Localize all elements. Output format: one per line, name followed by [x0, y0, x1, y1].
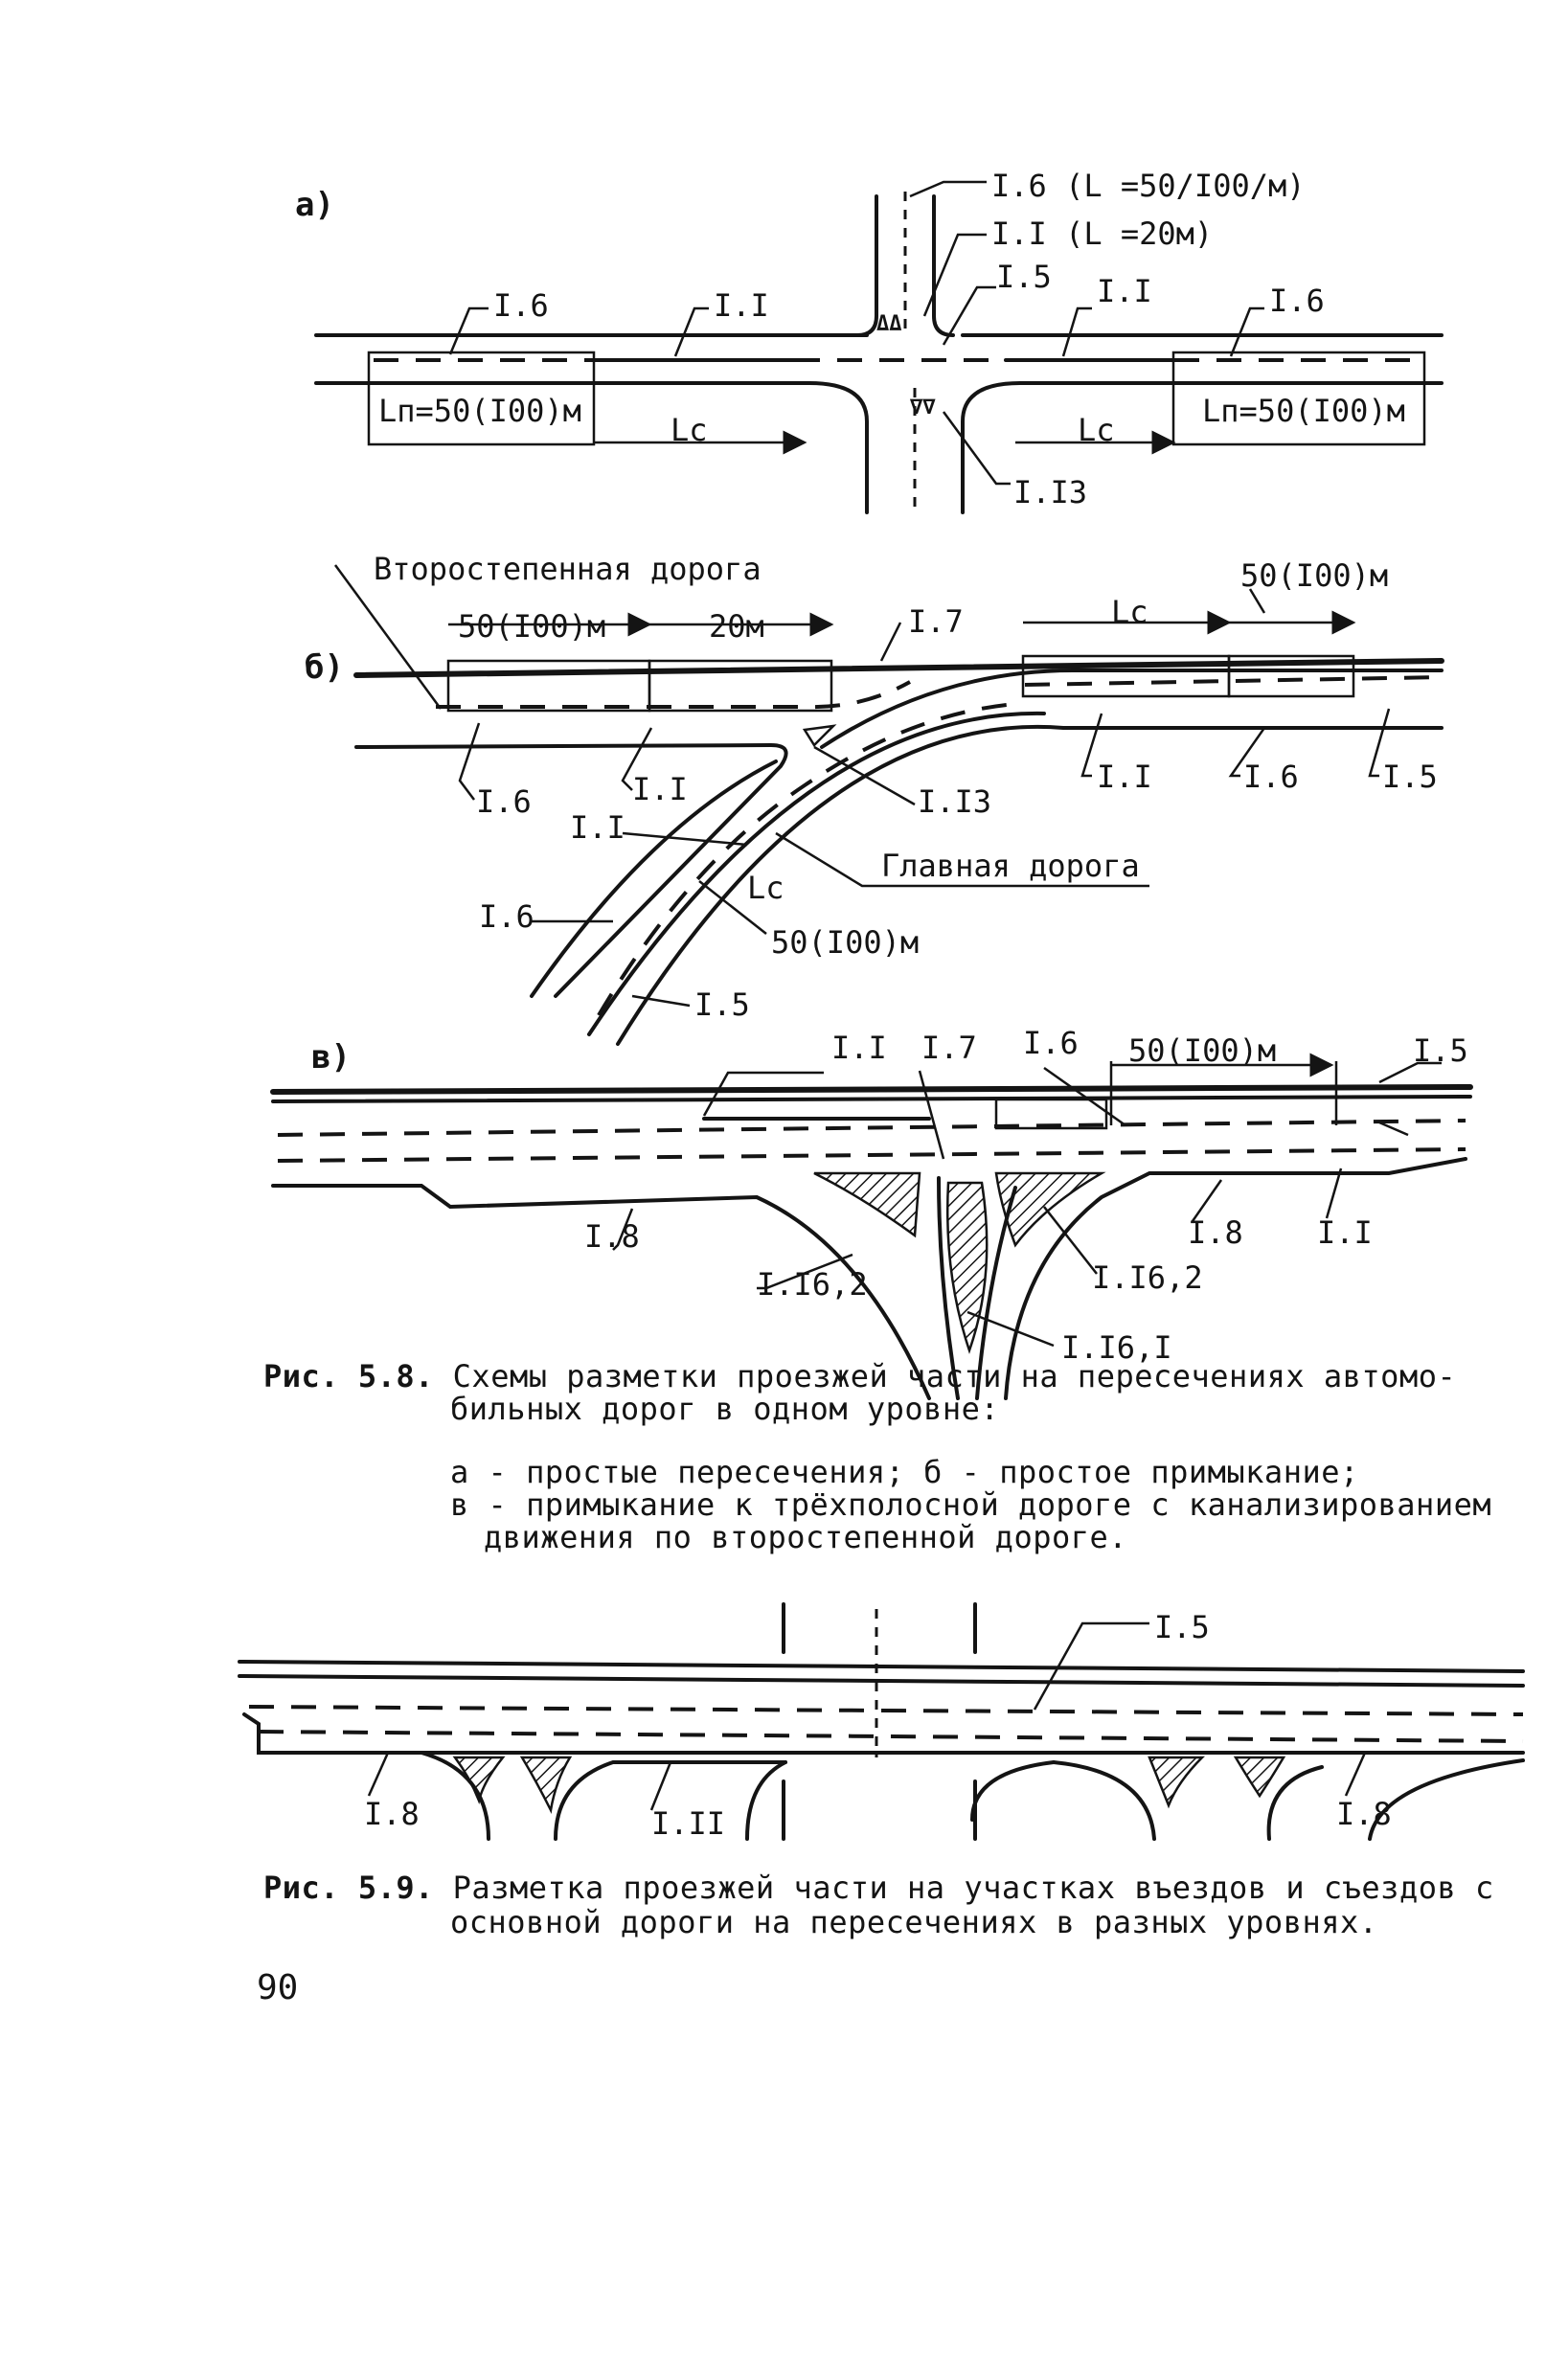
panel-a-label-top-1: I.6 (L =50/I00/м): [991, 168, 1306, 204]
panel-a-label-1-1-right: I.I: [1097, 273, 1152, 309]
panel-b-label-1-13: I.I3: [918, 783, 992, 820]
figure-5-9-caption-line-2: основной дороги на пересечениях в разных уровнях.: [450, 1904, 1378, 1940]
panel-b-label-1-7: I.7: [908, 603, 964, 640]
panel-v-label-1-1-right: I.I: [1317, 1214, 1373, 1251]
figure-5-8-caption-item-v: в - примыкание к трёхполосной дороге с канализированием: [450, 1486, 1492, 1523]
figure-5-8-caption-item-v-cont: движения по второстепенной дороге.: [484, 1519, 1128, 1555]
panel-a-label-1-1-left: I.I: [714, 287, 769, 324]
panel-b-label-1-1-right: I.I: [1097, 759, 1152, 795]
panel-b-dim-50-branch: 50(I00)м: [771, 924, 920, 961]
panel-a-dim-lc-right: Lс: [1078, 412, 1115, 448]
panel-b-label-1-5-right: I.5: [1382, 759, 1438, 795]
svg-text:ΔΔ: ΔΔ: [876, 312, 902, 336]
panel-a-dim-lp-right: Lп=50(I00)м: [1202, 393, 1405, 429]
panel-v-label-1-8-right: I.8: [1188, 1214, 1243, 1251]
panel-a-label-top-2: I.I (L =20м): [991, 215, 1214, 252]
panel-a-label-1-6-left: I.6: [493, 287, 549, 324]
panel-v-label-1-16-2-left: I.I6,2: [757, 1266, 868, 1303]
figure-5-8-caption: [263, 1358, 1456, 1394]
panel-b-label-lc-branch: Lс: [747, 870, 784, 906]
panel-v-label-1-8-left: I.8: [584, 1218, 640, 1255]
figure-5-9-caption-number: Рис. 5.9.: [263, 1870, 434, 1906]
figure-5-8-caption-number: Рис. 5.8.: [263, 1358, 434, 1394]
panel-v-label-1-6: I.6: [1023, 1025, 1079, 1061]
figure-5-9-drawing: [239, 1604, 1523, 1842]
panel-b-label: б): [305, 648, 344, 687]
panel-b: [305, 551, 1442, 1044]
panel-b-label-1-6-branch: I.6: [479, 898, 534, 935]
figure-5-8-caption-line-1: Схемы разметки проезжей части на пересечениях автомо-: [452, 1358, 1457, 1394]
panel-b-label-1-6-right: I.6: [1243, 759, 1299, 795]
panel-b-label-secondary-road: Второстепенная дорога: [374, 551, 762, 587]
svg-text:∇∇: ∇∇: [910, 396, 936, 419]
panel-b-label-1-6-left: I.6: [476, 783, 532, 820]
panel-v: [273, 1025, 1470, 1398]
fig-5-9-label-1-8-right: I.8: [1336, 1796, 1392, 1832]
panel-v-label-1-7: I.7: [921, 1030, 977, 1066]
panel-a-label-top-3: I.5: [996, 259, 1052, 295]
page-number: 90: [257, 1968, 299, 2007]
fig-5-9-label-1-11: I.II: [651, 1805, 726, 1842]
panel-a: [295, 168, 1442, 512]
panel-v-label-1-16-2-right: I.I6,2: [1092, 1259, 1203, 1296]
panel-b-dim-lc: Lс: [1111, 594, 1148, 630]
panel-v-dim-50: 50(I00)м: [1128, 1032, 1277, 1069]
panel-v-label-1-16-1: I.I6,I: [1061, 1329, 1172, 1366]
panel-b-label-main-road: Главная дорога: [881, 848, 1140, 884]
figure-5-8-caption-item-a-b: а - простые пересечения; б - простое примыкание;: [450, 1454, 1359, 1490]
figure-5-9-caption: [263, 1870, 1494, 1906]
panel-b-label-1-1-left: I.I: [632, 771, 688, 807]
figure-5-9-caption-line-1: Разметка проезжей части на участках въездов и съездов с: [452, 1870, 1494, 1906]
panel-a-label: а): [295, 186, 334, 224]
panel-a-label-1-6-right: I.6: [1269, 283, 1325, 319]
panel-b-dim-50: 50(I00)м: [458, 608, 606, 645]
panel-v-label: в): [311, 1038, 351, 1077]
panel-b-dim-20: 20м: [709, 608, 764, 645]
panel-a-dim-lc-left: Lс: [671, 412, 708, 448]
fig-5-9-label-1-8-left: I.8: [364, 1796, 420, 1832]
figure-5-8-caption-line-2: бильных дорог в одном уровне:: [450, 1391, 1000, 1427]
fig-5-9-label-1-5: I.5: [1154, 1609, 1210, 1645]
panel-b-label-1-5-branch: I.5: [694, 986, 750, 1023]
panel-b-dim-50-right: 50(I00)м: [1240, 557, 1389, 594]
panel-a-label-1-13: I.I3: [1013, 474, 1088, 510]
panel-b-label-1-1-branch: I.I: [570, 809, 625, 846]
panel-a-dim-lp-left: Lп=50(I00)м: [378, 393, 581, 429]
panel-v-label-1-1-top: I.I: [831, 1030, 887, 1066]
panel-v-label-1-5: I.5: [1413, 1032, 1468, 1069]
